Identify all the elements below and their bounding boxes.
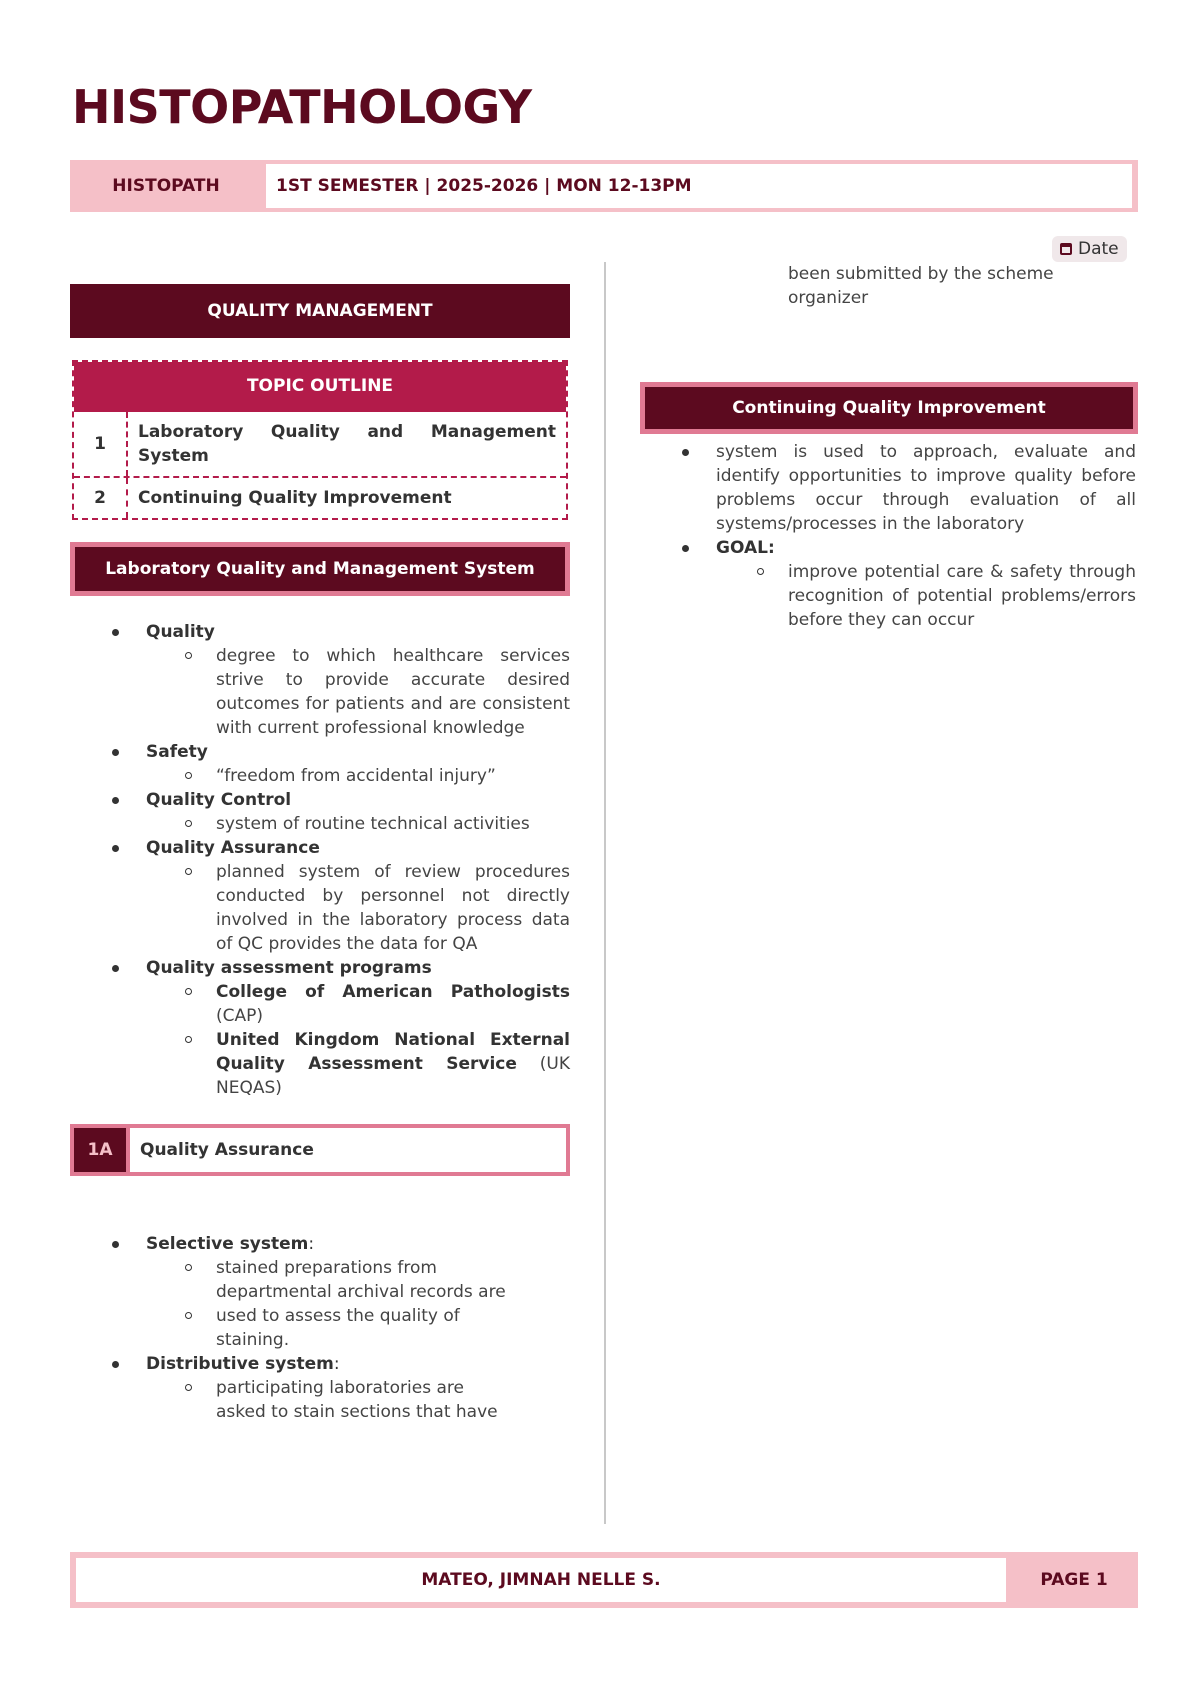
- section-banner: [640, 382, 1138, 434]
- section-banner-label: Continuing Quality Improvement: [645, 387, 1133, 429]
- schedule-label: 1ST SEMESTER | 2025-2026 | MON 12-13PM: [266, 164, 1132, 208]
- document-title: HISTOPATHOLOGY: [72, 80, 532, 134]
- outline-number: 1: [74, 412, 128, 476]
- cqi-list: [640, 440, 1136, 632]
- continued-text: been submitted by the scheme organizer: [788, 264, 1054, 308]
- list-item: Distributive system: participating laboratories are asked to stain sections that have: [70, 1352, 570, 1424]
- term: Distributive system: [146, 1354, 334, 1374]
- section-banner: [70, 542, 570, 596]
- list-item: Selective system: stained preparations from departmental archival records are used to assess the quality of staining.: [70, 1232, 570, 1352]
- subsection-banner: [70, 1124, 570, 1176]
- sub-item: improve potential care & safety through recognition of potential problems/errors before they can occur: [716, 560, 1136, 632]
- definitions-list: [70, 620, 570, 1100]
- outline-text: Continuing Quality Improvement: [138, 488, 452, 508]
- date-label: Date: [1078, 239, 1119, 259]
- subsection-label: Quality Assurance: [130, 1128, 566, 1172]
- term: Quality: [146, 622, 215, 642]
- calendar-icon: [1060, 243, 1072, 255]
- sub-item: United Kingdom National External Quality Assessment Service (UK NEQAS): [70, 1028, 570, 1100]
- term: Quality Control: [146, 790, 292, 810]
- sub-item: system of routine technical activities: [70, 812, 570, 836]
- list-item: [70, 836, 570, 956]
- outline-number: 2: [74, 478, 128, 518]
- sub-item: participating laboratories are asked to stain sections that have: [70, 1376, 570, 1424]
- list-item: [70, 788, 570, 836]
- section-banner-label: Laboratory Quality and Management System: [75, 547, 565, 591]
- subsection-number: 1A: [74, 1128, 126, 1172]
- list-item: system is used to approach, evaluate and identify opportunities to improve quality before problems occur through evaluation of all systems/processes in the laboratory: [640, 440, 1136, 536]
- list-item: [640, 536, 1136, 632]
- term: Quality assessment programs: [146, 958, 432, 978]
- header-bar: [70, 160, 1138, 212]
- right-column: [640, 262, 1136, 632]
- topic-outline-heading: TOPIC OUTLINE: [74, 362, 566, 412]
- sub-item: used to assess the quality of staining.: [70, 1304, 570, 1352]
- author-name: MATEO, JIMNAH NELLE S.: [76, 1558, 1006, 1602]
- list-item: [70, 740, 570, 788]
- outline-row: [74, 476, 566, 518]
- goal-label: GOAL:: [716, 538, 775, 558]
- left-column: [70, 284, 570, 1424]
- topic-outline: [72, 360, 568, 520]
- sub-item: degree to which healthcare services strive to provide accurate desired outcomes for patients and are consistent with current professional knowledge: [70, 644, 570, 740]
- course-label: HISTOPATH: [112, 176, 220, 196]
- footer: [70, 1552, 1138, 1608]
- outline-row: [74, 412, 566, 476]
- term: Quality Assurance: [146, 838, 320, 858]
- list-item: [70, 620, 570, 740]
- term: Selective system: [146, 1234, 309, 1254]
- sub-item: stained preparations from departmental archival records are: [70, 1256, 570, 1304]
- sub-item: College of American Pathologists (CAP): [70, 980, 570, 1028]
- main-section-banner: QUALITY MANAGEMENT: [70, 284, 570, 338]
- sub-item: “freedom from accidental injury”: [70, 764, 570, 788]
- date-badge[interactable]: [1052, 236, 1127, 262]
- list-item: [70, 956, 570, 1100]
- page-number: PAGE 1: [1040, 1570, 1108, 1590]
- outline-text: Laboratory Quality and Management System: [138, 422, 556, 466]
- column-divider: [604, 262, 606, 1524]
- term: Safety: [146, 742, 208, 762]
- qa-list: [70, 1232, 570, 1424]
- sub-item: planned system of review procedures conducted by personnel not directly involved in the laboratory process data of QC provides the data for QA: [70, 860, 570, 956]
